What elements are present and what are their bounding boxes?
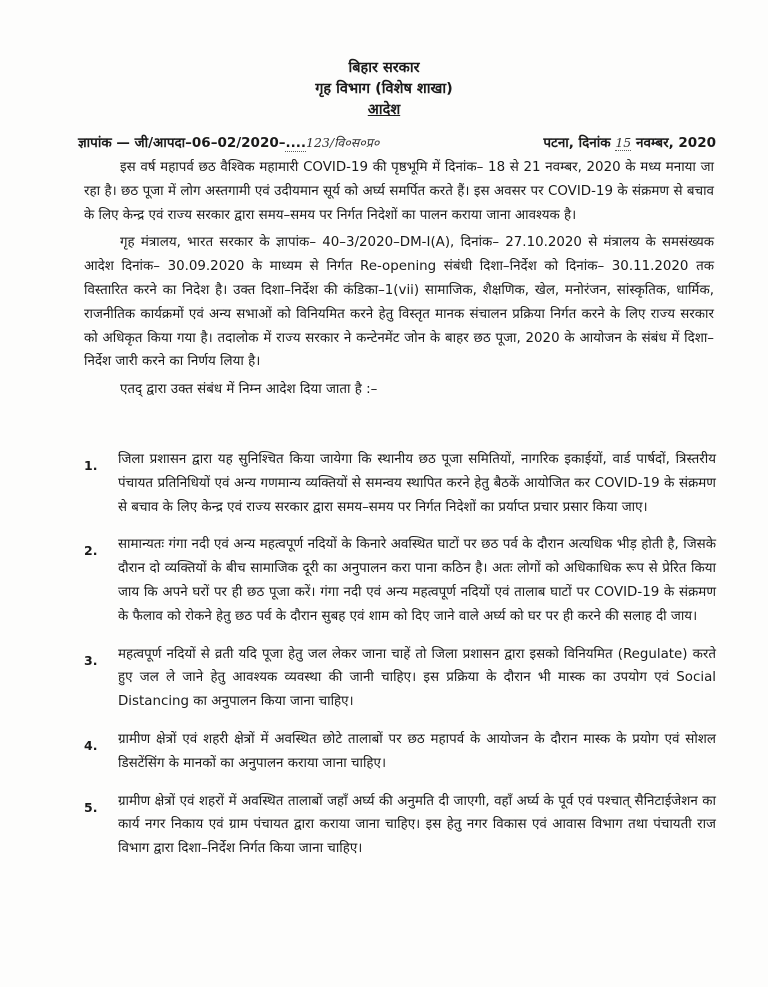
list-item	[84, 533, 716, 628]
item-number: 4.	[84, 737, 98, 753]
order-list	[84, 448, 716, 875]
day-handwritten: 15	[615, 135, 632, 150]
government-name: बिहार सरकार	[348, 60, 420, 76]
item-text: महत्वपूर्ण नदियों से व्रती यदि पूजा हेतु जल लेकर जाना चाहें तो जिला प्रशासन द्वारा इसको विनियमित (Regulate) करते हुए जल ले जाने हेतु आवश्यक व्यवस्था की जानी चाहिए। इस प्रक्रिया के दौरान भी मास्क का उपयोग एवं Social Distancing का अनुपालन किया जाना चाहिए।	[118, 646, 716, 710]
month-year: नवम्बर, 2020	[635, 135, 716, 151]
memo-number: ज्ञापांक — जी/आपदा–06–02/2020–....123/वि०स०प्र०	[78, 135, 380, 151]
memo-number-printed: ज्ञापांक — जी/आपदा–06–02/2020–	[78, 135, 286, 151]
item-number: 3.	[84, 652, 98, 668]
memo-number-handwritten: 123/वि०स०प्र०	[306, 135, 380, 150]
reference-line	[78, 133, 716, 151]
item-text: सामान्यतः गंगा नदी एवं अन्य महत्वपूर्ण नदियों के किनारे अवस्थित घाटों पर छठ पर्व के दौरान अत्यधिक भीड़ होती है, जिसके दौरान दो व्यक्तियों के बीच सामाजिक दूरी का अनुपालन करा पाना कठिन है। अतः लोगों को अधिकाधिक रूप से प्रेरित किया जाय कि अपने घरों पर ही छठ पूजा करें। गंगा नदी एवं अन्य महत्वपूर्ण नदियों एवं तालाब घाटों पर COVID-19 के संक्रमण के फैलाव को रोकने हेतु छठ पर्व के दौरान सुबह एवं शाम को दिए जाने वाले अर्घ्य को घर पर ही करने की सलाह दी जाय।	[118, 537, 716, 624]
place-label: पटना, दिनांक	[543, 135, 611, 151]
list-item	[84, 790, 716, 861]
paragraph-2: गृह मंत्रालय, भारत सरकार के ज्ञापांक– 40–3/2020–DM-I(A), दिनांक– 27.10.2020 से मंत्रालय के समसंख्यक आदेश दिनांक– 30.09.2020 के माध्यम से निर्गत Re-opening संबंधी दिशा–निर्देश को दिनांक– 30.11.2020 तक विस्तारित करने का निदेश है। उक्त दिशा–निर्देश की कंडिका–1(vii) सामाजिक, शैक्षणिक, खेल, मनोरंजन, सांस्कृतिक, धार्मिक, राजनीतिक कार्यक्रमों एवं अन्य सभाओं को विनियमित करने हेतु विस्तृत मानक संचालन प्रक्रिया निर्गत करने के लिए राज्य सरकार को अधिकृत किया गया है। तदालोक में राज्य सरकार ने कन्टेनमेंट जोन के बाहर छठ पूजा, 2020 के आयोजन के संबंध में दिशा–निर्देश जारी करने का निर्णय लिया है।	[84, 235, 714, 370]
item-number: 1.	[84, 458, 98, 473]
item-text: जिला प्रशासन द्वारा यह सुनिश्चित किया जायेगा कि स्थानीय छठ पूजा समितियों, नागरिक इकाईयों, वार्ड पार्षदों, त्रिस्तरीय पंचायत प्रतिनिधियों एवं अन्य गणमान्य व्यक्तियों से समन्वय स्थापित करने हेतु बैठकें आयोजित कर COVID-19 के संक्रमण से बचाव के लिए केन्द्र एवं राज्य सरकार द्वारा समय–समय पर निर्गत निदेशों का प्रर्याप्त प्रचार प्रसार किया जाए।	[118, 452, 716, 515]
list-item	[84, 643, 716, 714]
paragraph-1: इस वर्ष महापर्व छठ वैश्विक महामारी COVID-19 की पृष्ठभूमि में दिनांक– 18 से 21 नवम्बर, 2020 के मध्य मनाया जा रहा है। छठ पूजा में लोग अस्तगामी एवं उदीयमान सूर्य को अर्घ्य समर्पित करते हैं। इस अवसर पर COVID-19 के संक्रमण से बचाव के लिए केन्द्र एवं राज्य सरकार द्वारा समय–समय पर निर्गत निदेशों का पालन कराया जाना आवश्यक है।	[84, 160, 714, 223]
place-and-date	[543, 133, 716, 151]
list-item	[84, 448, 716, 519]
letterhead	[0, 58, 768, 121]
list-item	[84, 728, 716, 776]
department-name: गृह विभाग (विशेष शाखा)	[315, 81, 453, 97]
document-body	[84, 156, 714, 406]
item-text: ग्रामीण क्षेत्रों एवं शहरी क्षेत्रों में अवस्थित छोटे तालाबों पर छठ महापर्व के आयोजन के दौरान मास्क के प्रयोग एवं सोशल डिसटेंसिंग के मानकों का अनुपालन कराया जाना चाहिए।	[118, 731, 716, 771]
item-number: 2.	[84, 543, 98, 559]
item-text: ग्रामीण क्षेत्रों एवं शहरों में अवस्थित तालाबों जहाँ अर्घ्य की अनुमति दी जाएगी, वहाँ अर्घ्य के पूर्व एवं पश्चात् सैनिटाईजेशन का कार्य नगर निकाय एवं ग्राम पंचायत द्वारा कराया जाना चाहिए। इस हेतु नगर विकास एवं आवास विभाग तथा पंचायती राज विभाग द्वारा दिशा–निर्देश निर्गत किया जाना चाहिए।	[118, 793, 716, 857]
item-number: 5.	[84, 799, 98, 815]
document-type-title: आदेश	[367, 102, 401, 118]
paragraph-3: एतद् द्वारा उक्त संबंध में निम्न आदेश दिया जाता है :–	[120, 382, 378, 398]
